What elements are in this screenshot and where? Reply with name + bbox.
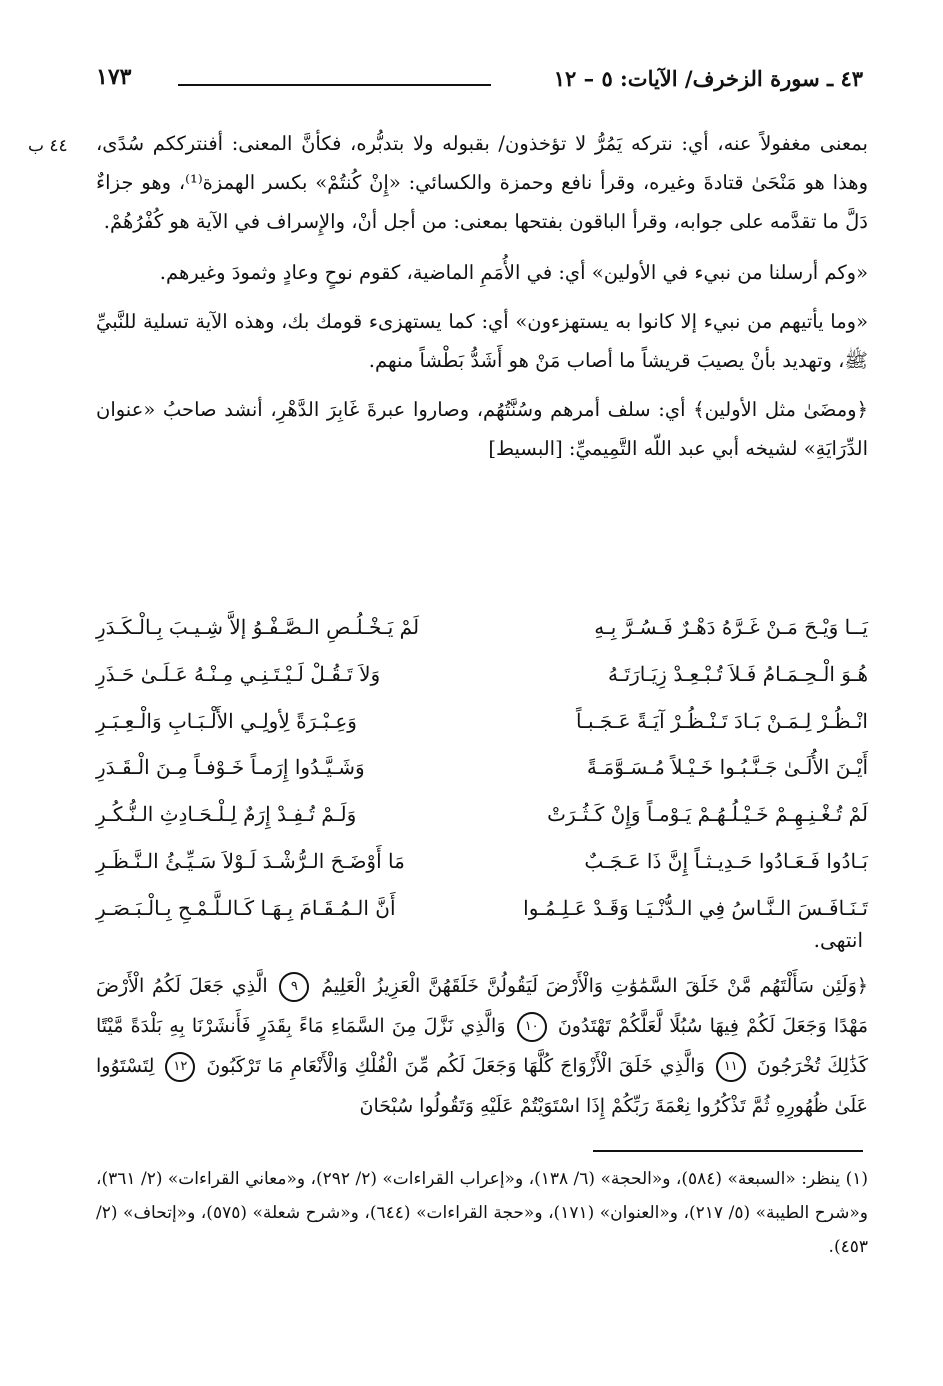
verse-second-hemistich: وَشَـيَّـدُوا إِرَمـاً خَـوْفـاً مِـنَ الْـقَـدَرِ [96,755,365,780]
verse-second-hemistich: وَلَـمْ تُـفِـدْ إِرَمٌ لِـلْـحَـادِثِ الـنُّـكُـرِ [96,802,357,827]
verse-first-hemistich: لَمْ تُـغْـنِـهِـمْ خَـيْـلُـهُـمْ يَـوْمـاً وَإِنْ كَـثُـرَتْ [547,802,868,827]
verse-second-hemistich: وَعِـبْـرَةً لِأولِـي الأَلْـبَـابِ وَالْـعِـبَـرِ [96,708,357,733]
commentary-text [96,124,868,478]
poem-verse [96,744,868,791]
verse-first-hemistich: بَـادُوا فَـعَـادُوا حَـدِيـثـاً إِنَّ ذَا عَـجَـبٌ [584,848,868,873]
paragraph: ﴿ومضَىٰ مثل الأولين﴾ أي: سلف أمرهم وسُنَّتُهُم، وصاروا عبرةَ غَابِرَ الدَّهْرِ، أنشد صاحبُ «عنوان الدِّرَايَةِ» لشيخه أبي عبد اللّه التَّمِيميِّ: [البسيط] [96,398,868,460]
poem-verse [96,791,868,838]
verse-first-hemistich: تَـنَـافَـسَ الـنَّـاسُ فِي الـدُّنْـيَـا وَقَـدْ عَـلِـمُـوا [523,895,868,920]
quran-verse-text: وَالَّذِي نَزَّلَ مِنَ السَّمَاءِ مَاءً بِقَدَرٍ فَأَنشَرْنَا بِهِ بَلْدَةً مَّيْتًا كَذَٰلِكَ تُخْرَجُونَ [96,1015,869,1077]
ayah-number-marker: ١٠ [517,1012,547,1042]
verse-second-hemistich: وَلاَ تَـقُـلْ لَـيْـتَـنِـي مِـنْـهُ عَـلَـىٰ حَـذَرِ [96,661,381,686]
footnote: (١) ينظر: «السبعة» (٥٨٤)، و«الحجة» (٦/ ١٣٨)، و«إعراب القراءات» (٢/ ٢٩٢)، و«معاني القراءات» (٢/ ٣٦١)، و«شرح الطيبة» (٥/ ٢١٧)، و«العنوان» (١٧١)، و«حجة القراءات» (٦٤٤)، و«شرح شعلة» (٥٧٥)، و«إتحاف» (٢/ ٤٥٣). [96,1169,868,1257]
page-header [96,62,863,102]
footnote-separator [593,1150,863,1152]
quran-verse-text: لِتَسْتَوُوا عَلَىٰ ظُهُورِهِ ثُمَّ تَذْكُرُوا نِعْمَةَ رَبِّكُمْ إِذَا اسْتَوَيْتُمْ عَلَيْهِ وَتَقُولُوا سُبْحَانَ [96,1055,868,1117]
verse-second-hemistich: أَنَّ الـمُـقَـامَ بِـهَـا كَـالـلَّـمْـحِ بِـالْـبَـصَـرِ [96,895,396,920]
verse-first-hemistich: يَــا وَيْـحَ مَـنْ غَـرَّهُ دَهْـرٌ فَـسُـرَّ بِـهِ [594,615,868,639]
quran-verse-text: ﴿وَلَئِن سَأَلْتَهُم مَّنْ خَلَقَ السَّمَٰوَٰتِ وَالْأَرْضَ لَيَقُولُنَّ خَلَقَهُنَّ الْعَزِيزُ الْعَلِيمُ [321,975,869,997]
manuscript-folio-note: ٤٤ ب [28,136,68,156]
verse-first-hemistich: هُـوَ الْـحِـمَـامُ فَـلاَ تُـبْـعِـدْ زِيَـارَتَـهُ [607,661,868,686]
footnotes [96,1162,868,1264]
verse-second-hemistich: لَمْ يَـخْـلُـصِ الـصَّـفْـوُ إلاَّ شِـيـبَ بِـالْـكَـدَرِ [96,615,420,639]
poem-verse [96,698,868,745]
page-number: ١٧٣ [96,64,132,90]
quran-verse-text: وَالَّذِي خَلَقَ الْأَزْوَاجَ كُلَّهَا وَجَعَلَ لَكُم مِّنَ الْفُلْكِ وَالْأَنْعَامِ مَا تَرْكَبُونَ [206,1055,705,1077]
poem-verse [96,651,868,698]
running-title: ٤٣ ـ سورة الزخرف/ الآيات: ٥ – ١٢ [553,66,863,91]
paragraph: «وكم أرسلنا من نبيء في الأولين» أي: في الأُمَمِ الماضية، كقوم نوحٍ وعادٍ وثمودَ وغيرهم. [159,261,868,284]
quran-verses [96,966,868,1126]
header-rule [178,84,491,86]
poem-end-note: انتهى. [813,928,863,952]
ayah-number-marker: ١١ [716,1052,746,1082]
poem [96,604,868,932]
quran-verse-text: الَّذِي جَعَلَ لَكُمُ الْأَرْضَ مَهْدًا وَجَعَلَ لَكُمْ فِيهَا سُبُلًا لَّعَلَّكُمْ تَهْتَدُونَ [96,975,869,1037]
verse-first-hemistich: انْـظُـرْ لِـمَـنْ بَـادَ تَـنْـظُـرْ آيَـةً عَـجَـبـاً [576,708,868,733]
verse-first-hemistich: أَيْـنَ الأُلَـىٰ جَـنَّـبُـوا خَـيْـلاً مُـسَـوَّمَـةً [586,755,868,780]
ayah-number-marker: ١٢ [165,1052,195,1082]
paragraph: «وما يأتيهم من نبيء إلا كانوا به يستهزءون» أي: كما يستهزىء قومك بك، وهذه الآية تسلية للنَّبيِّ ﷺ، وتهديد بأنْ يصيبَ قريشاً ما أصاب مَنْ هو أَشَدُّ بَطْشاً منهم. [96,310,868,372]
paragraph: بمعنى مغفولاً عنه، أي: نتركه يَمُرُّ لا تؤخذون/ بقبوله ولا بتدبُّره، فكأنَّ المعنى: أفنترككم سُدًى، وهذا هو مَنْحَىٰ قتادةَ وغيره، وقرأ نافع وحمزة والكسائي: «إِنْ كُنتُمْ» بكسر الهمزة⁽¹⁾، وهو جزاءٌ دَلَّ ما تقدَّمه على جوابه، وقرأ الباقون بفتحها بمعنى: من أجل أنْ، والإِسراف في الآية هو كُفْرُهُمْ. [96,132,869,233]
poem-verse [96,838,868,885]
verse-second-hemistich: مَا أَوْضَـحَ الـرُّشْـدَ لَـوْلاَ سَـيِّـئُ الـنَّـظَـرِ [96,848,405,873]
poem-verse [96,604,868,651]
ayah-number-marker: ٩ [279,972,309,1002]
poem-verse [96,885,868,932]
